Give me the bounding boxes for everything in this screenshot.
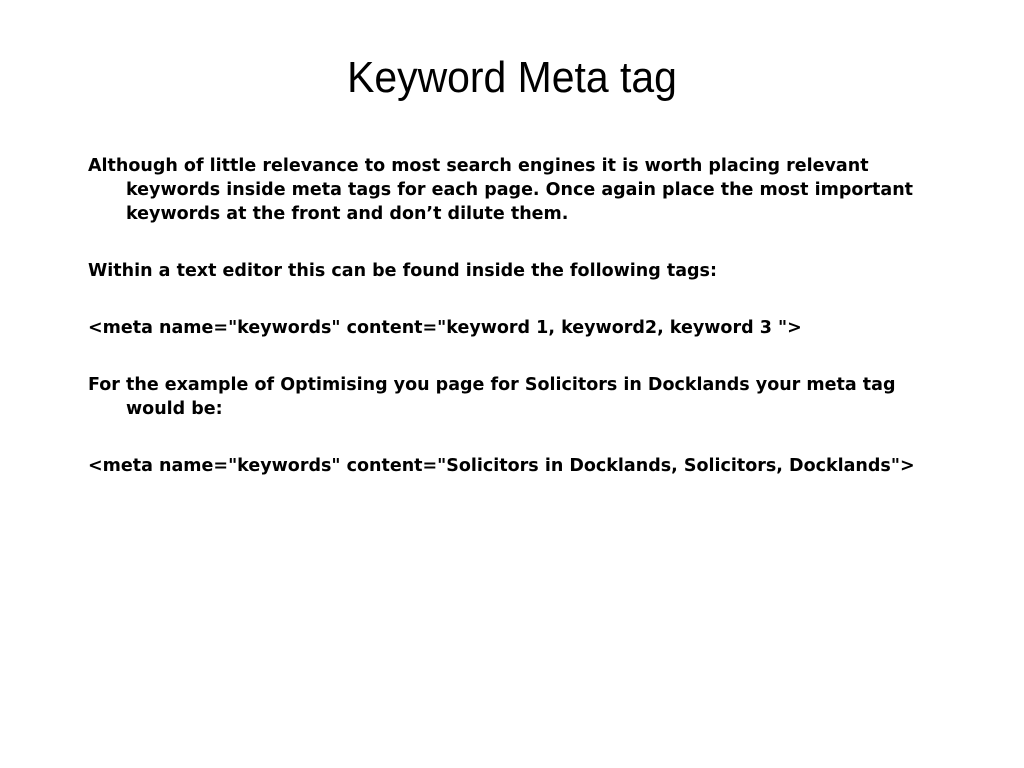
paragraph-solicitors-example: For the example of Optimising you page for Solicitors in Docklands your meta tag would be: bbox=[88, 375, 896, 419]
slide-title: Keyword Meta tag bbox=[347, 53, 677, 102]
paragraph-intro: Although of little relevance to most search engines it is worth placing relevant keywords inside meta tags for each page. Once again place the most important keywords at the front and don’t dilute them. bbox=[88, 156, 914, 224]
slide-body bbox=[88, 154, 950, 511]
paragraph-meta-example-solicitors: <meta name="keywords" content="Solicitors in Docklands, Solicitors, Docklands"> bbox=[88, 456, 915, 476]
paragraph-meta-example-generic: <meta name="keywords" content="keyword 1, keyword2, keyword 3 "> bbox=[88, 318, 802, 338]
paragraph-text-editor: Within a text editor this can be found inside the following tags: bbox=[88, 261, 717, 281]
